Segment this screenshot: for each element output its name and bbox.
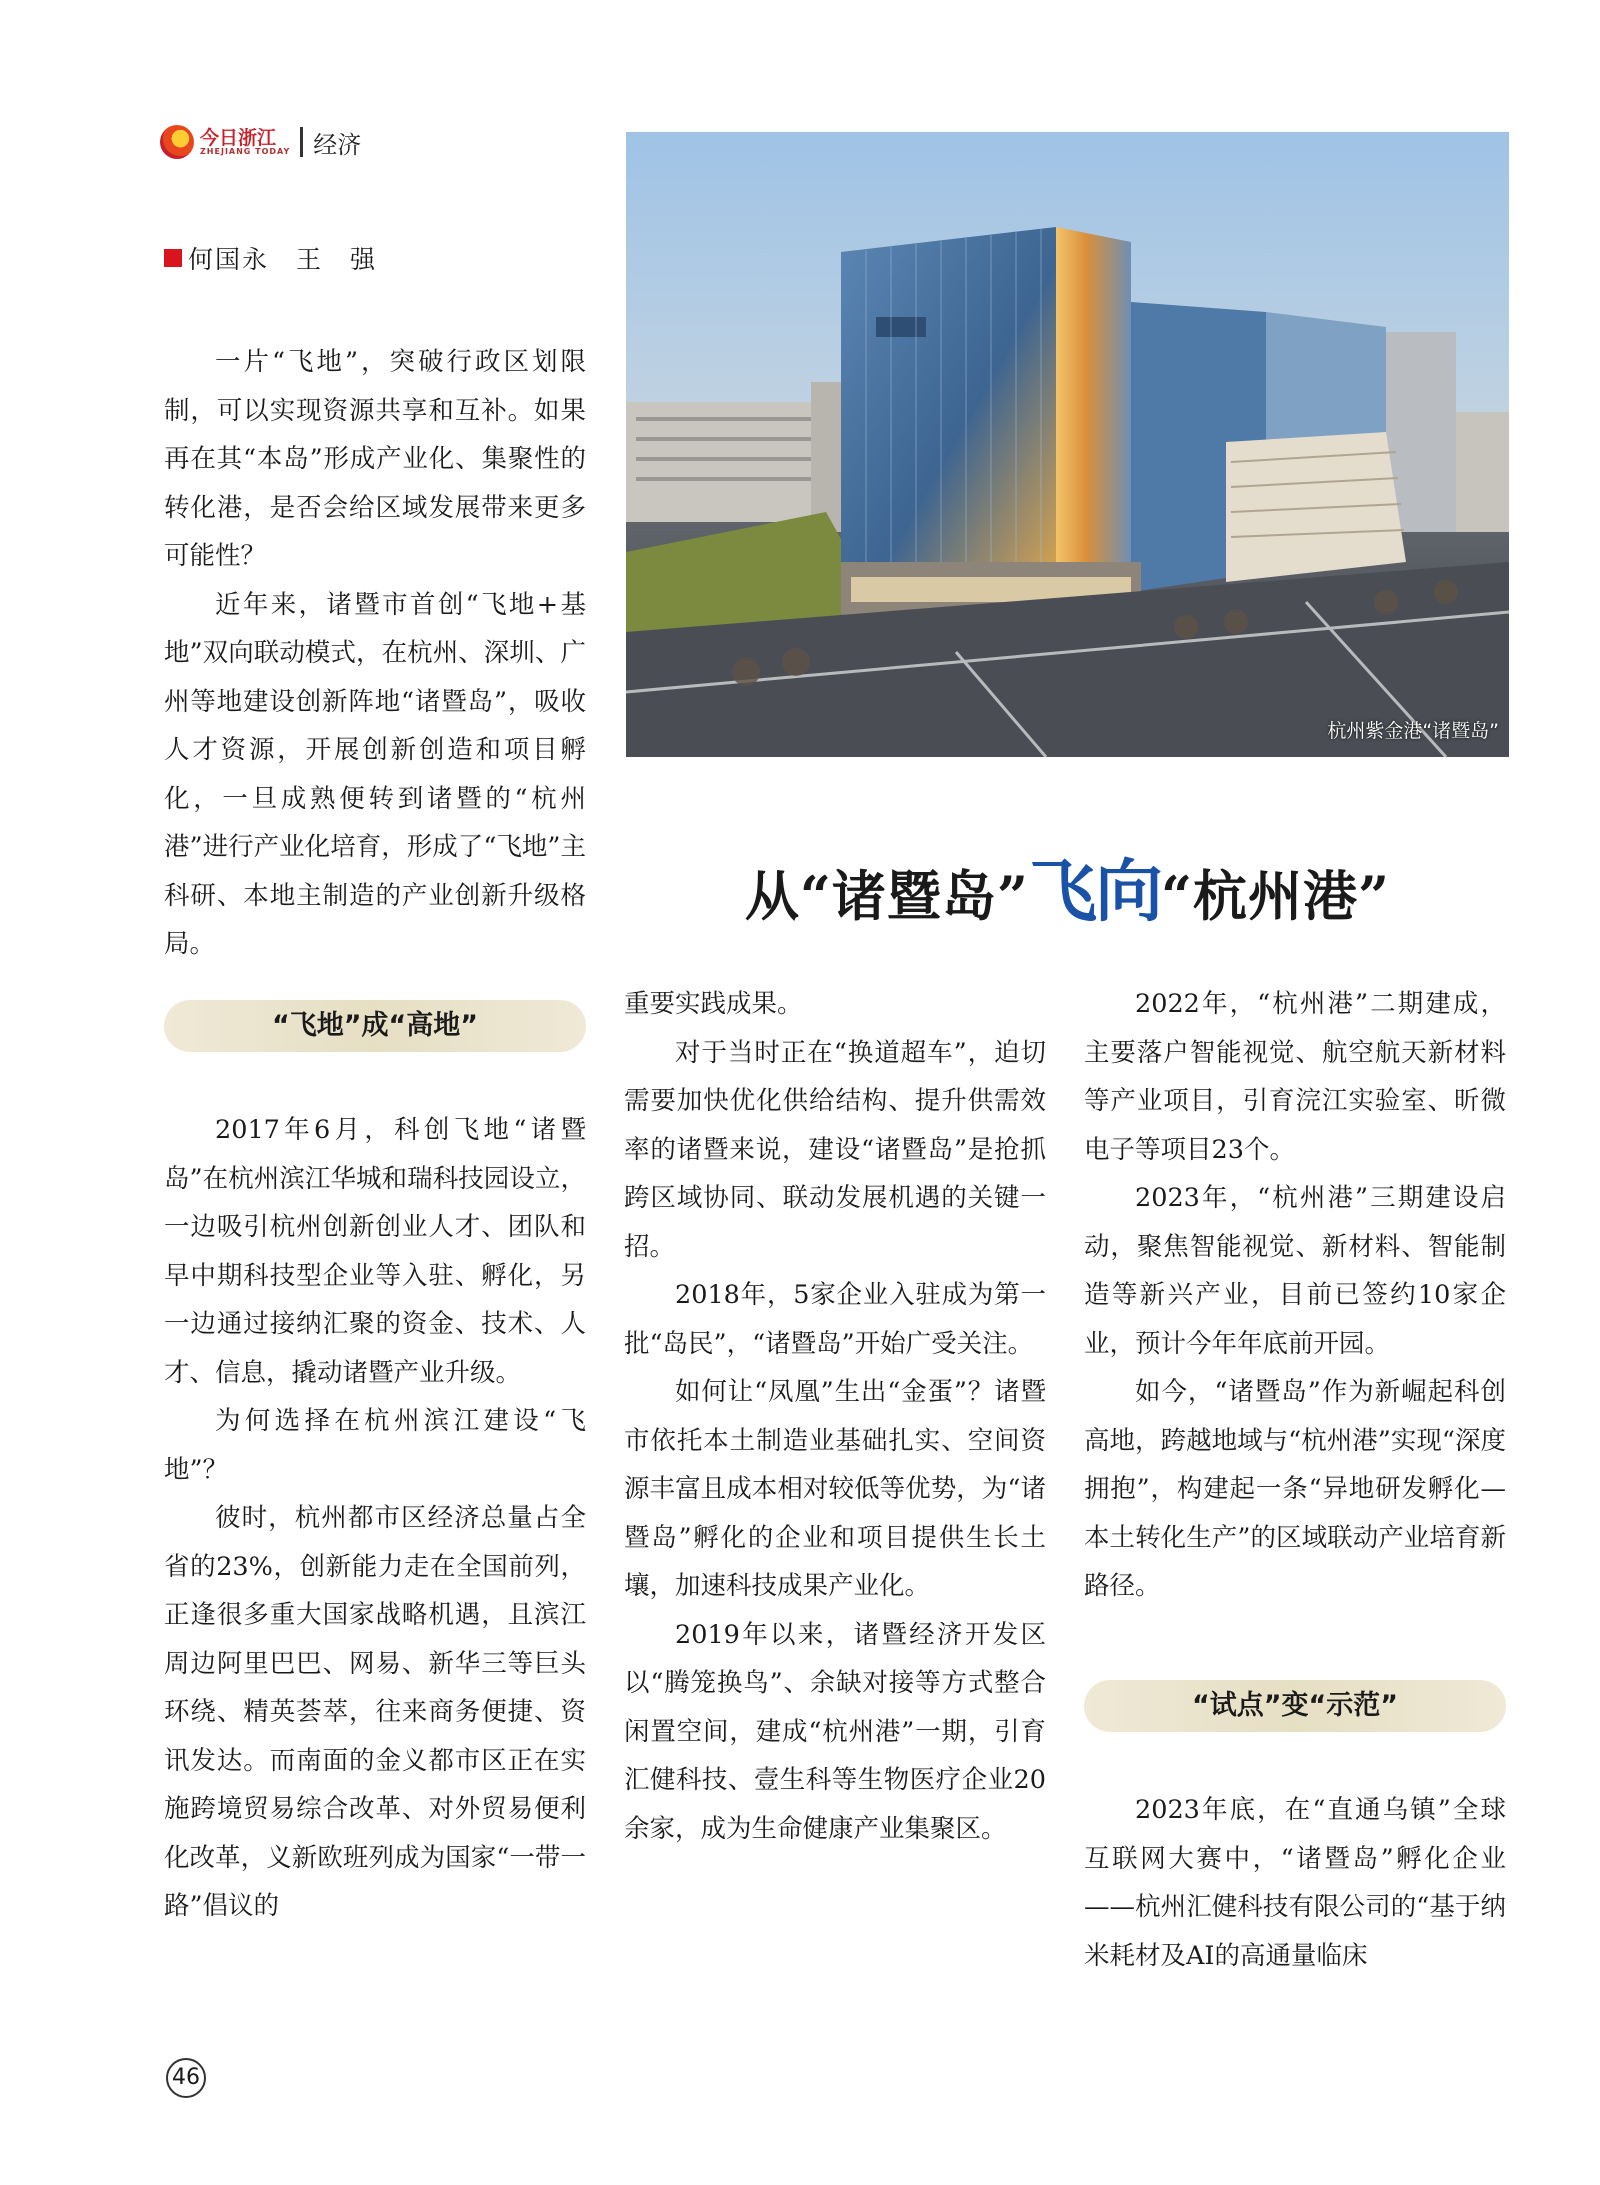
paragraph: 一片“飞地”，突破行政区划限制，可以实现资源共享和互补。如果再在其“本岛”形成产业化、集聚性的转化港，是否会给区域发展带来更多可能性？ [164,347,586,571]
column-3-top [1084,980,1506,1611]
paragraph: 彼时，杭州都市区经济总量占全省的23%，创新能力走在全国前列，正逢很多重大国家战略机遇，且滨江周边阿里巴巴、网易、新华三等巨头环绕、精英荟萃，往来商务便捷、资讯发达。而南面的金义都市区正在实施跨境贸易综合改革、对外贸易便利化改革，义新欧班列成为国家“一带一路”倡议的 [164,1503,586,1921]
page-number: 46 [166,2058,206,2098]
paragraph: 如今，“诸暨岛”作为新崛起科创高地，跨越地域与“杭州港”实现“深度拥抱”，构建起一条“异地研发孵化—本土转化生产”的区域联动产业培育新路径。 [1084,1377,1506,1601]
photo-caption: 杭州紫金港“诸暨岛” [1327,720,1499,742]
byline [164,240,377,276]
paragraph: 如何让“凤凰”生出“金蛋”？诸暨市依托本土制造业基础扎实、空间资源丰富且成本相对较低等优势，为“诸暨岛”孵化的企业和项目提供生长土壤，加速科技成果产业化。 [624,1377,1046,1601]
paragraph: 为何选择在杭州滨江建设“飞地”？ [164,1406,586,1485]
building-illustration [626,132,1509,757]
subheading-feidi: “飞地”成“高地” [164,1000,586,1052]
column-2 [624,980,1046,1853]
magazine-logo: 今日浙江 ZHEJIANG TODAY [200,126,291,156]
masthead [160,120,361,164]
article-photo [626,132,1509,757]
column-1-top [164,338,586,969]
paragraph: 2018年，5家企业入驻成为第一批“岛民”，“诸暨岛”开始广受关注。 [624,1280,1046,1359]
headline-part2: “杭州港” [1161,864,1391,928]
sun-logo-icon [160,125,194,159]
headline-highlight: 飞向 [1028,853,1161,932]
subheading-shidian: “试点”变“示范” [1084,1680,1506,1732]
section-name: 经济 [313,130,362,159]
paragraph: 2023年底，在“直通乌镇”全球互联网大赛中，“诸暨岛”孵化企业——杭州汇健科技有限公司的“基于纳米耗材及AI的高通量临床 [1084,1795,1506,1971]
paragraph: 2019年以来，诸暨经济开发区以“腾笼换鸟”、余缺对接等方式整合闲置空间，建成“杭州港”一期，引育汇健科技、壹生科等生物医疗企业20余家，成为生命健康产业集聚区。 [624,1619,1046,1844]
author-names: 何国永 王 强 [188,245,378,274]
paragraph: 近年来，诸暨市首创“飞地+基地”双向联动模式，在杭州、深圳、广州等地建设创新阵地“诸暨岛”，吸收人才资源，开展创新创造和项目孵化，一旦成熟便转到诸暨的“杭州港”进行产业化培育，形成了“飞地”主科研、本地主制造的产业创新升级格局。 [164,589,586,959]
paragraph: 重要实践成果。 [624,989,803,1019]
paragraph: 2022年，“杭州港”二期建成，主要落户智能视觉、航空航天新材料等产业项目，引育浣江实验室、昕微电子等项目23个。 [1084,989,1506,1165]
masthead-divider [300,127,303,157]
article-headline [626,838,1509,935]
column-3-bottom [1084,1786,1506,1980]
red-square-icon [164,249,182,267]
paragraph: 对于当时正在“换道超车”，迫切需要加快优化供给结构、提升供需效率的诸暨来说，建设“诸暨岛”是抢抓跨区域协同、联动发展机遇的关键一招。 [624,1037,1046,1262]
headline-part1: 从“诸暨岛” [744,864,1029,928]
paragraph: 2023年，“杭州港”三期建设启动，聚焦智能视觉、新材料、智能制造等新兴产业，目前已签约10家企业，预计今年年底前开园。 [1084,1183,1506,1359]
column-1-bottom [164,1106,586,1931]
paragraph: 2017年6月，科创飞地“诸暨岛”在杭州滨江华城和瑞科技园设立，一边吸引杭州创新创业人才、团队和早中期科技型企业等入驻、孵化，另一边通过接纳汇聚的资金、技术、人才、信息，撬动诸暨产业升级。 [164,1115,586,1388]
